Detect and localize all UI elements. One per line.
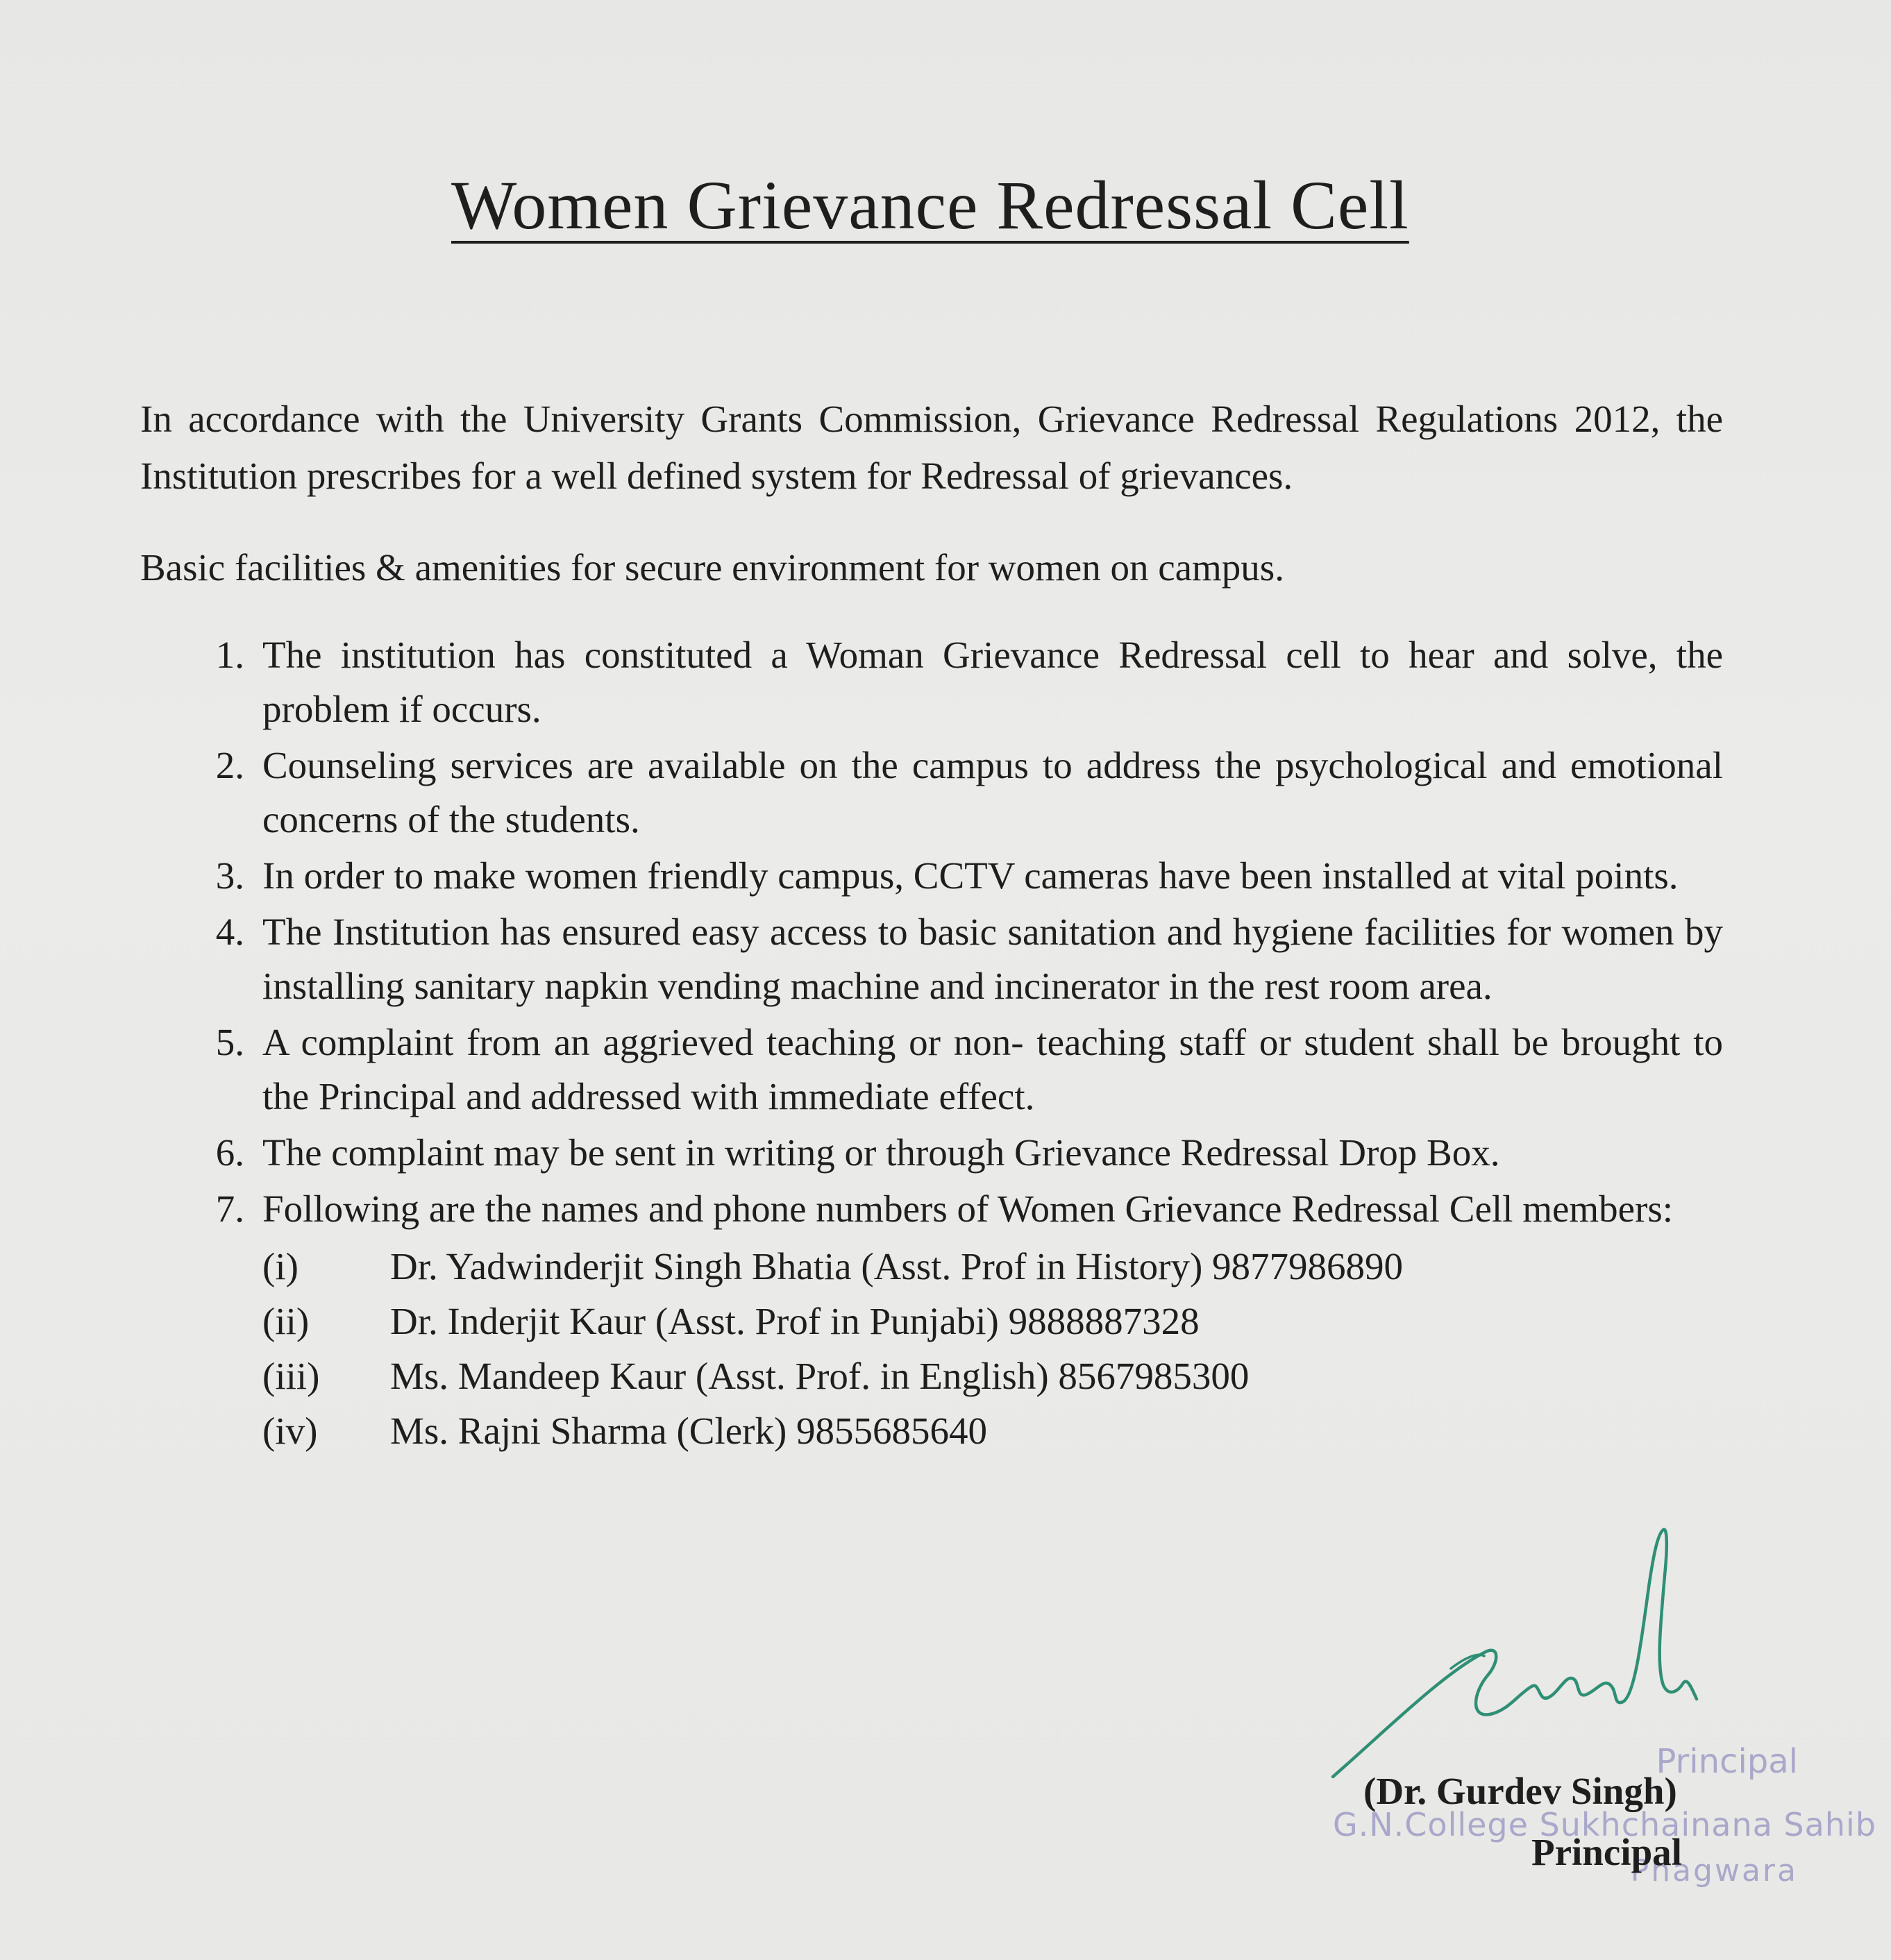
member-details: Ms. Rajni Sharma (Clerk) 9855685640 bbox=[390, 1410, 988, 1452]
member-number: (i) bbox=[262, 1245, 299, 1287]
facilities-list bbox=[196, 628, 1723, 1460]
member-item bbox=[262, 1349, 1723, 1403]
list-number: 5. bbox=[215, 1021, 244, 1063]
member-number: (ii) bbox=[262, 1300, 310, 1342]
member-details: Dr. Yadwinderjit Singh Bhatia (Asst. Prof in History) 9877986890 bbox=[390, 1245, 1404, 1287]
list-text: In order to make women friendly campus, CCTV cameras have been installed at vital points. bbox=[262, 854, 1679, 897]
facilities-subheading: Basic facilities & amenities for secure environment for women on campus. bbox=[140, 546, 1284, 589]
list-item-4 bbox=[196, 905, 1723, 1013]
intro-paragraph: In accordance with the University Grants Commission, Grievance Redressal Regulations 2012, the Institution prescribes for a well defined system for Redressal of grievances. bbox=[140, 398, 1723, 497]
stamp-college-name: G.N.College Sukhchainana Sahib bbox=[1333, 1806, 1876, 1843]
member-item bbox=[262, 1294, 1723, 1349]
list-item-3 bbox=[196, 849, 1723, 903]
list-text: A complaint from an aggrieved teaching or non- teaching staff or student shall be brought to the Principal and addressed with immediate effect. bbox=[262, 1021, 1723, 1117]
list-item-1 bbox=[196, 628, 1723, 736]
list-number: 4. bbox=[215, 911, 244, 953]
member-details: Dr. Inderjit Kaur (Asst. Prof in Punjabi) 9888887328 bbox=[390, 1300, 1200, 1342]
list-number: 7. bbox=[215, 1188, 244, 1230]
list-number: 3. bbox=[215, 854, 244, 897]
member-item bbox=[262, 1403, 1723, 1458]
stamp-place: Phagwara bbox=[1630, 1853, 1798, 1889]
list-item-6 bbox=[196, 1126, 1723, 1180]
stamp-title: Principal bbox=[1656, 1742, 1798, 1781]
member-details: Ms. Mandeep Kaur (Asst. Prof. in English) 8567985300 bbox=[390, 1355, 1250, 1397]
list-text: The complaint may be sent in writing or through Grievance Redressal Drop Box. bbox=[262, 1131, 1500, 1174]
signatory-name: (Dr. Gurdev Singh) bbox=[1363, 1770, 1677, 1812]
list-text: The institution has constituted a Woman Grievance Redressal cell to hear and solve, the problem if occurs. bbox=[262, 634, 1723, 730]
list-text: Following are the names and phone numbers of Women Grievance Redressal Cell members: bbox=[262, 1188, 1674, 1230]
list-text: Counseling services are available on the campus to address the psychological and emotional concerns of the students. bbox=[262, 744, 1723, 840]
members-list bbox=[262, 1239, 1723, 1458]
list-item-2 bbox=[196, 738, 1723, 847]
list-number: 2. bbox=[215, 744, 244, 786]
principal-signature bbox=[1326, 1520, 1715, 1811]
member-number: (iv) bbox=[262, 1410, 318, 1452]
signatory-title: Principal bbox=[1531, 1831, 1682, 1873]
list-number: 1. bbox=[215, 634, 244, 676]
list-item-5 bbox=[196, 1015, 1723, 1124]
document-title: Women Grievance Redressal Cell bbox=[451, 167, 1409, 244]
member-item bbox=[262, 1239, 1723, 1294]
list-number: 6. bbox=[215, 1131, 244, 1174]
list-item-7 bbox=[196, 1182, 1723, 1458]
list-text: The Institution has ensured easy access to basic sanitation and hygiene facilities for women by installing sanitary napkin vending machine and incinerator in the rest room area. bbox=[262, 911, 1723, 1007]
member-number: (iii) bbox=[262, 1355, 320, 1397]
